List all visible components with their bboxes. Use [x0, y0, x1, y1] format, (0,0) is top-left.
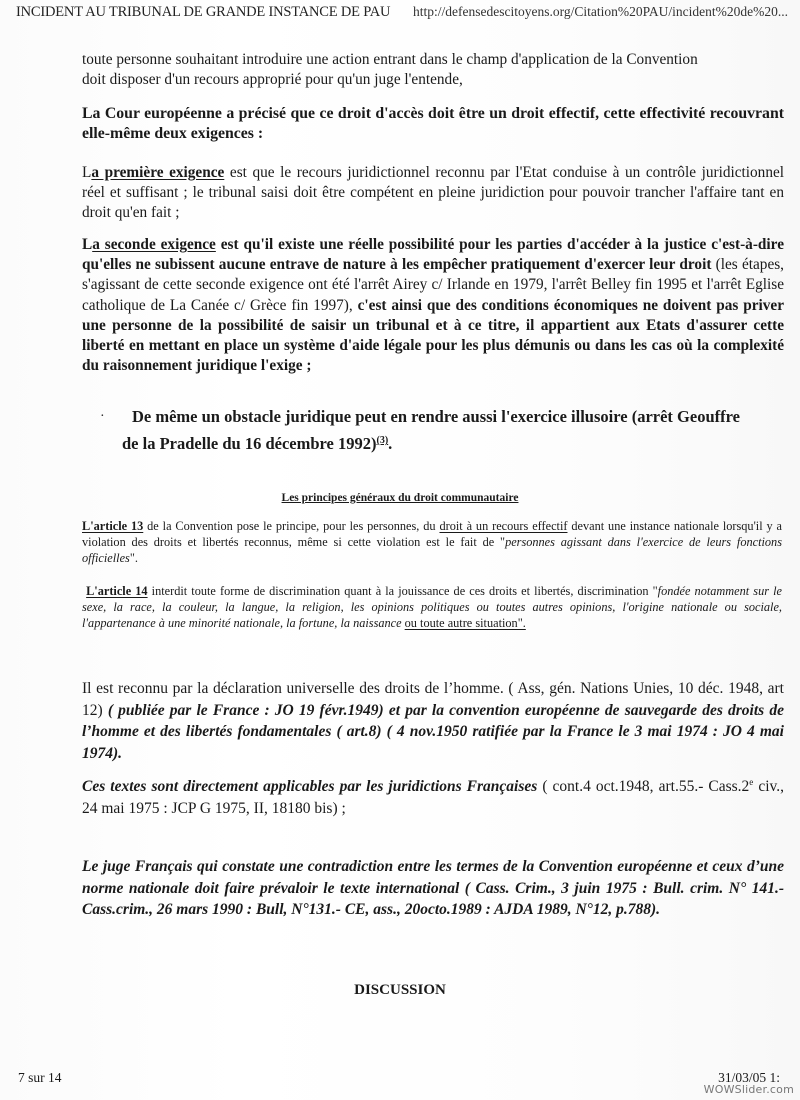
- declaration-emphasis: ( publiée par le France : JO 19 févr.1949) et par la convention européenne de sauvegarde des droits de l’homme et des libertés fondamentales ( art.8) ( 4 nov.1950 ratifiée par la France le 3 mai 1974 : JO 4 mai 1974).: [82, 701, 784, 762]
- seconde-lead: L: [82, 236, 93, 253]
- juge-paragraph: Le juge Français qui constate une contradiction entre les termes de la Convention européenne et ceux d’une norme nationale doit faire prévaloir le texte international ( Cass. Crim., 3 juin 1975 : Bull. crim. N° 141.- Cass.crim., 26 mars 1990 : Bull, N°131.- CE, ass., 20octo.1989 : AJDA 1989, N°12, p.788).: [82, 858, 784, 918]
- article-14-paragraph: [82, 583, 782, 631]
- seconde-bold-1: est qu'il existe une réelle possibilité pour les parties d'accéder à la justice c'est-à-dire qu'elles ne subissent aucune entrave de nature à les empêcher pratiquement d'exercer leur droit: [82, 236, 784, 274]
- textes-paragraph: [82, 772, 784, 819]
- intro-line-1: toute personne souhaitant introduire une action entrant dans le champ d'application de la Convention: [82, 51, 698, 68]
- premiere-exigence-text: est que le recours juridictionnel reconnu par l'Etat conduise à un contrôle juridictionnel réel et suffisant ; le tribunal saisi doit être compétent en pleine juridiction pour pouvoir trancher l'affaire tant en droit qu'en fait ;: [82, 164, 785, 221]
- textes-superscript: e: [749, 777, 754, 787]
- print-date: 31/03/05 1:: [718, 1070, 780, 1085]
- section-title: Les principes généraux du droit communautaire: [281, 492, 519, 504]
- textes-emphasis: Ces textes sont directement applicables par les juridictions Françaises: [82, 778, 538, 796]
- seconde-references: (les étapes, s'agissant de cette seconde exigence ont été l'arrêt Airey c/ Irlande en 1979, l'arrêt Belley fin 1995 et l'arrêt Eglise catholique de La Canée c/ Grèce fin 1997),: [82, 256, 785, 314]
- premiere-exigence-paragraph: [82, 163, 784, 223]
- article-14-text-1: interdit toute forme de discrimination quant à la jouissance de ces droits et libertés, discrimination ": [147, 584, 658, 598]
- watermark-link[interactable]: WOWSlider.com: [703, 1083, 794, 1096]
- textes-ref-1: ( cont.4 oct.1948, art.55.- Cass.2: [537, 778, 750, 796]
- premiere-exigence-label: a première exigence: [91, 164, 225, 181]
- intro-line-2: doit disposer d'un recours approprié pour qu'un juge l'entende,: [82, 71, 463, 88]
- premiere-lead: L: [82, 164, 92, 181]
- page-number: 7 sur 14: [18, 1070, 62, 1085]
- article-14-underlined: ou toute autre situation".: [404, 616, 526, 630]
- print-header: [16, 4, 790, 24]
- seconde-exigence-paragraph: [82, 235, 784, 376]
- cour-paragraph: La Cour européenne a précisé que ce droit d'accès doit être un droit effectif, cette effectivité recouvrant elle-même deux exigences :: [82, 105, 784, 142]
- article-13-label: L'article 13: [82, 519, 144, 533]
- article-13-text-2: devant une instance nationale lorsqu'il y a violation des droits et libertés reconnus, même si cette violation est le fait de ": [82, 519, 783, 549]
- declaration-paragraph: [82, 678, 784, 764]
- bullet-item: [100, 405, 784, 456]
- bullet-end: .: [388, 434, 393, 453]
- textes-ref-2: civ., 24 mai 1975 : JCP G 1975, II, 18180 bis) ;: [82, 778, 785, 817]
- declaration-text: Il est reconnu par la déclaration universelle des droits de l’homme. ( Ass, gén. Nations Unies, 10 déc. 1948, art 12): [82, 680, 784, 719]
- article-13-underlined: droit à un recours effectif: [439, 519, 568, 533]
- seconde-bold-2: c'est ainsi que des conditions économiques ne doivent pas priver une personne de la possibilité de saisir un tribunal et à ce titre, il appartient aux Etats d'assurer cette liberté en mettant en place un système d'aide légale pour les plus démunis ou dans les cas où la complexité du raisonnement juridique l'exige ;: [82, 296, 784, 375]
- article-13-text-1: de la Convention pose le principe, pour les personnes, du: [143, 519, 440, 533]
- article-14-label: L'article 14: [86, 584, 148, 598]
- discussion-heading: DISCUSSION: [354, 982, 446, 998]
- bullet-marker: ·: [100, 409, 105, 424]
- seconde-exigence-label: a seconde exigence: [92, 236, 216, 253]
- article-14-quote: fondée notamment sur le sexe, la race, la couleur, la langue, la religion, les opinions politiques ou toutes autres opinions, l'origine nationale ou sociale, l'appartenance à une minorité nationale, la fortune, la naissance: [82, 584, 782, 630]
- article-13-paragraph: [82, 518, 782, 566]
- bullet-line-2: de la Pradelle du 16 décembre 1992): [122, 434, 377, 453]
- article-13-end: ".: [129, 551, 138, 565]
- bullet-line-1: De même un obstacle juridique peut en rendre aussi l'exercice illusoire (arrêt Geouffre: [132, 407, 740, 426]
- document-title: INCIDENT AU TRIBUNAL DE GRANDE INSTANCE DE PAU: [16, 4, 391, 20]
- source-url: http://defensedescitoyens.org/Citation%20PAU/incident%20de%20...: [413, 4, 788, 19]
- intro-paragraph: [82, 50, 784, 90]
- article-13-quote: personnes agissant dans l'exercice de leurs fonctions officielles: [82, 535, 782, 565]
- footnote-reference[interactable]: (3): [376, 435, 389, 446]
